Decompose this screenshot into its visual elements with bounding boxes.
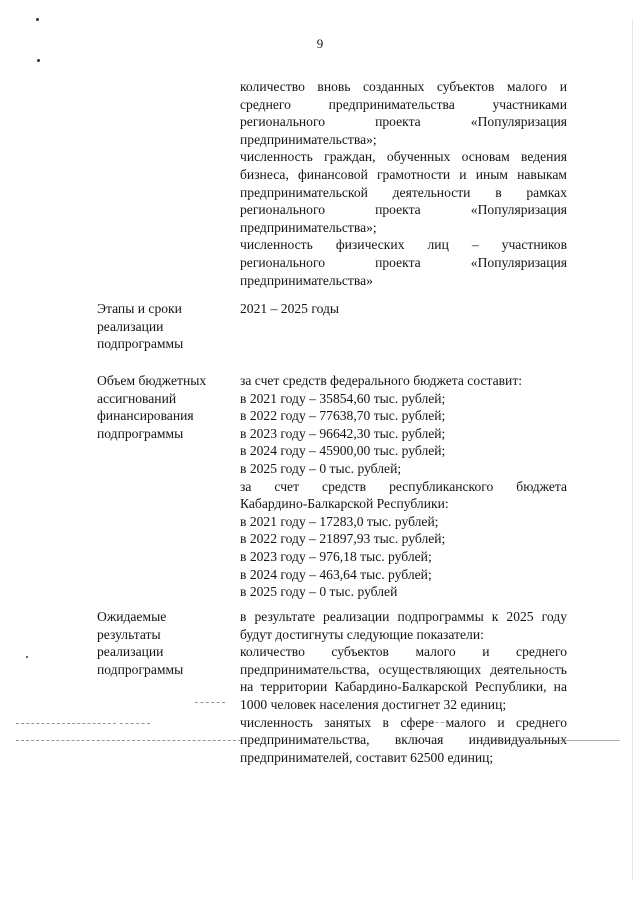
results-label: Ожидаемые результаты реализации подпрограммы xyxy=(97,609,184,677)
page-number: 9 xyxy=(316,36,324,51)
budget-line: Кабардино-Балкарской Республики: xyxy=(240,496,449,512)
result-item: численность занятых в сфере малого и среднего предпринимательства, включая индивидуальных предпринимателей, составит 62500 единиц; xyxy=(240,714,567,765)
result-item: в результате реализации подпрограммы к 2025 году будут достигнуты следующие показатели: xyxy=(240,609,567,642)
scan-artifact-line xyxy=(195,702,225,703)
scan-artifact-line xyxy=(16,723,116,724)
budget-line: в 2021 году – 35854,60 тыс. рублей; xyxy=(240,390,446,406)
budget-line: в 2023 году – 96642,30 тыс. рублей; xyxy=(240,425,446,441)
budget-line: в 2024 году – 463,64 тыс. рублей; xyxy=(240,566,432,582)
budget-line: за счет средств федерального бюджета составит: xyxy=(240,373,523,388)
budget-line: в 2024 году – 45900,00 тыс. рублей; xyxy=(240,443,446,459)
budget-line: в 2021 году – 17283,0 тыс. рублей; xyxy=(240,513,439,529)
targets-content xyxy=(240,78,567,289)
budget-label: Объем бюджетных ассигнований финансирования подпрограммы xyxy=(97,373,207,441)
target-item: количество вновь созданных субъектов малого и среднего предпринимательства участниками регионального проекта «Популяризация предпринимательства»; xyxy=(240,79,567,147)
budget-line: за счет средств республиканского бюджета xyxy=(240,478,567,494)
result-item: количество субъектов малого и среднего предпринимательства, осуществляющих деятельность на территории Кабардино-Балкарской Республики, на 1000 человек населения достигнет 32 единиц; xyxy=(240,644,567,712)
stages-value: 2021 – 2025 годы xyxy=(240,301,340,316)
budget-line: в 2025 году – 0 тыс. рублей; xyxy=(240,460,402,476)
results-content xyxy=(240,608,567,766)
scan-edge-shadow xyxy=(632,20,633,880)
scan-artifact-line xyxy=(16,740,241,741)
stages-label: Этапы и сроки реализации подпрограммы xyxy=(97,301,184,352)
budget-line: в 2023 году – 976,18 тыс. рублей; xyxy=(240,548,432,564)
target-item: численность физических лиц – участников регионального проекта «Популяризация предпринимательства» xyxy=(240,237,567,288)
scan-speck xyxy=(26,656,28,658)
scan-speck xyxy=(37,59,40,62)
scan-artifact-line xyxy=(120,723,150,724)
budget-line: в 2022 году – 77638,70 тыс. рублей; xyxy=(240,408,446,424)
scan-speck xyxy=(36,18,39,21)
budget-line: в 2025 году – 0 тыс. рублей xyxy=(240,584,398,600)
budget-line: в 2022 году – 21897,93 тыс. рублей; xyxy=(240,531,446,547)
target-item: численность граждан, обученных основам ведения бизнеса, финансовой грамотности и иным навыкам предпринимательской деятельности в рамках регионального проекта «Популяризация предпринимательства»; xyxy=(240,149,567,235)
scan-artifact-line xyxy=(480,740,620,741)
scan-artifact-line xyxy=(425,722,470,723)
budget-content xyxy=(240,372,567,601)
